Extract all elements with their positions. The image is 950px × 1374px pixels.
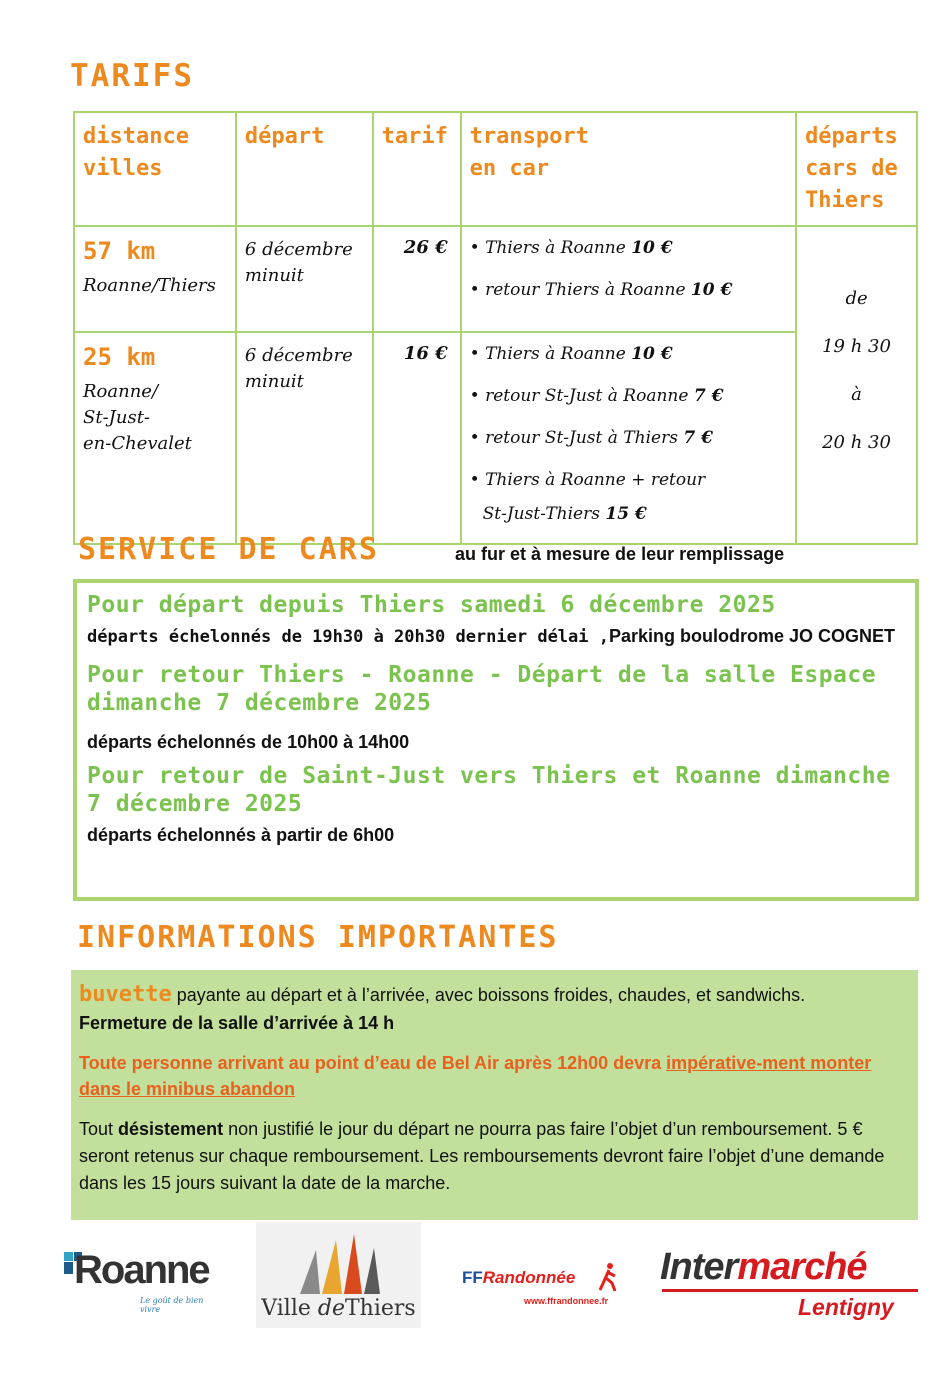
distance-km: 57 km	[83, 237, 156, 265]
departs-cars-cell: de 19 h 30 à 20 h 30	[796, 226, 917, 544]
sails-icon	[256, 1226, 421, 1296]
roanne-logo: Roanne Le goût de bien vivre	[64, 1248, 224, 1318]
hiker-icon	[596, 1262, 620, 1292]
header-distance: distance villes	[74, 112, 236, 226]
buvette-line: buvette payante au départ et à l’arrivée, avec boissons froides, chaudes, et sandwichs.	[79, 982, 806, 1007]
table-row	[74, 332, 917, 544]
service-heading: Pour retour de Saint-Just vers Thiers et Roanne dimanche 7 décembre 2025	[87, 763, 891, 817]
list-item: • retour Thiers à Roanne 10 €	[469, 280, 733, 300]
header-transport-2: en car	[469, 156, 550, 181]
list-item: • Thiers à Roanne 10 €	[469, 344, 673, 364]
service-heading: Pour retour Thiers - Roanne - Départ de la salle Espace dimanche 7 décembre 2025	[87, 662, 877, 716]
transport-cell	[461, 332, 796, 544]
service-title: SERVICE DE CARS	[78, 532, 379, 567]
service-note: au fur et à mesure de leur remplissage	[455, 544, 785, 564]
fermeture-line: Fermeture de la salle d’arrivée à 14 h	[79, 1013, 395, 1033]
service-box	[73, 579, 919, 901]
header-transport-1: transport	[469, 124, 589, 149]
list-item: • Thiers à Roanne + retour St-Just-Thiers 15 €	[469, 470, 706, 524]
service-heading: Pour départ depuis Thiers samedi 6 décembre 2025	[87, 592, 776, 618]
depart-cell: 6 décembre minuit	[236, 226, 373, 332]
info-title: INFORMATIONS IMPORTANTES	[77, 920, 559, 955]
header-tarif: tarif	[373, 112, 461, 226]
list-item: • retour St-Just à Thiers 7 €	[469, 428, 713, 448]
warning-text: Toute personne arrivant au point d’eau de Bel Air après 12h00 devra impérative-ment monter dans le minibus abandon	[79, 1053, 872, 1099]
service-detail: départs échelonnés à partir de 6h00	[87, 825, 395, 845]
depart-cell: 6 décembre minuit	[236, 332, 373, 544]
thiers-logo: Ville deThiers	[256, 1222, 421, 1328]
intermarche-logo: Intermarché Lentigny	[660, 1250, 922, 1330]
desistement-text: Tout désistement non justifié le jour du départ ne pourra pas faire l’objet d’un remboursement. 5 € seront retenus sur chaque remboursement. Les remboursements devront faire l’objet d’une demande dans les 15 jours suivant la date de la marche.	[79, 1119, 885, 1193]
price-cell: 26 €	[373, 226, 461, 332]
header-transport	[461, 112, 796, 226]
service-detail: départs échelonnés de 10h00 à 14h00	[87, 732, 410, 752]
distance-km: 25 km	[83, 343, 156, 371]
list-item: • retour St-Just à Roanne 7 €	[469, 386, 724, 406]
transport-cell	[461, 226, 796, 332]
tarifs-title: TARIFS	[70, 58, 194, 94]
info-box	[71, 970, 918, 1220]
tarifs-table	[73, 111, 918, 545]
distance-cell	[74, 226, 236, 332]
service-detail: départs échelonnés de 19h30 à 20h30 dernier délai ,Parking boulodrome JO COGNET	[87, 626, 896, 647]
list-item: • Thiers à Roanne 10 €	[469, 238, 673, 258]
header-depart: départ	[236, 112, 373, 226]
ffrandonnee-logo: FFRandonnée www.ffrandonnee.fr	[462, 1262, 627, 1322]
header-departs-cars: départs cars de Thiers	[796, 112, 917, 226]
distance-cell: 25 km Roanne/ St-Just- en-Chevalet	[74, 332, 236, 544]
price-cell: 16 €	[373, 332, 461, 544]
table-header-row	[74, 112, 917, 226]
route-label: Roanne/Thiers	[83, 275, 216, 296]
table-row	[74, 226, 917, 332]
